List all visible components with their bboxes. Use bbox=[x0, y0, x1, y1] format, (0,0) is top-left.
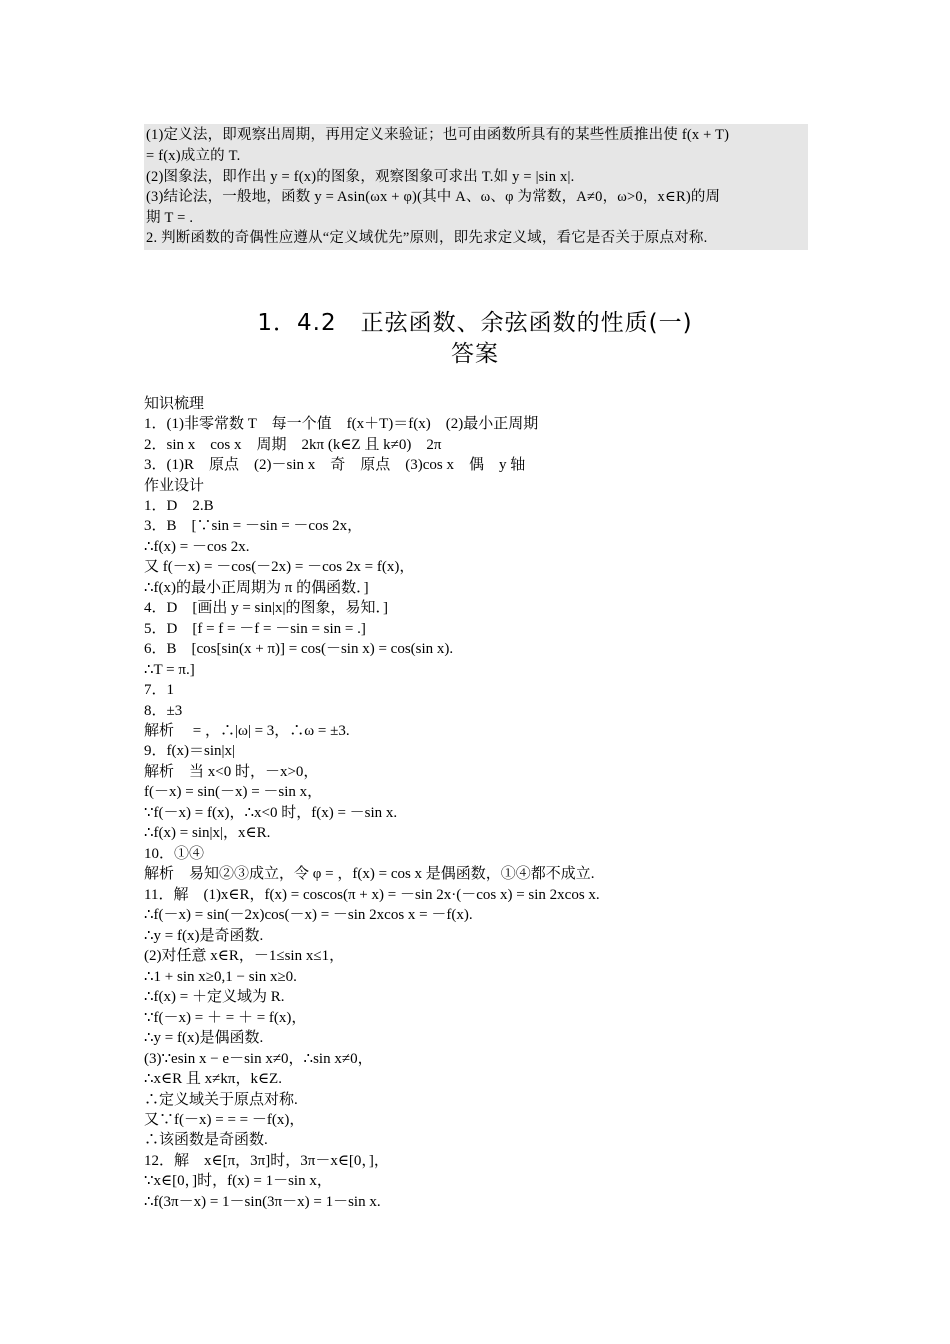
answer-line: ∴1 + sin x≥0,1 − sin x≥0. bbox=[144, 969, 297, 985]
answer-line: 解析 易知②③成立，令 φ = ，f(x) = cos x 是偶函数，①④都不成立. bbox=[144, 866, 595, 882]
box-line: 期 T = . bbox=[146, 210, 194, 226]
answer-heading: 答案 bbox=[451, 341, 499, 367]
answer-line: 2．sin x cos x 周期 2kπ (k∈Z 且 k≠0) 2π bbox=[144, 437, 442, 453]
answer-line: 1．D 2.B bbox=[144, 498, 214, 514]
section-label: 知识梳理 bbox=[144, 396, 205, 412]
answer-line: ∴该函数是奇函数. bbox=[144, 1132, 268, 1148]
answer-line: ∴f(x)的最小正周期为 π 的偶函数．] bbox=[144, 580, 369, 596]
section-title: 1．4.2 正弦函数、余弦函数的性质(一) bbox=[257, 310, 693, 336]
answer-line: 11．解 (1)x∈R，f(x) = coscos(π + x) = －sin 2x·(－cos x) = sin 2xcos x. bbox=[144, 887, 600, 903]
answer-line: ∴f(x) = ＋定义域为 R. bbox=[144, 989, 285, 1005]
answer-line: ∵f(－x) = f(x)，∴x<0 时，f(x) = －sin x. bbox=[144, 805, 398, 821]
answer-line: 9．f(x)＝sin|x| bbox=[144, 743, 235, 759]
answer-line: ∴f(x) = sin|x|，x∈R. bbox=[144, 825, 271, 841]
box-line: 2. 判断函数的奇偶性应遵从“定义域优先”原则，即先求定义域，看它是否关于原点对称. bbox=[146, 230, 708, 246]
answer-line: 3．B [∵sin = －sin = －cos 2x， bbox=[144, 518, 363, 534]
box-line: (3)结论法，一般地，函数 y = Asin(ωx + φ)(其中 A、ω、φ 为常数，A≠0，ω>0，x∈R)的周 bbox=[146, 189, 721, 205]
box-line: = f(x)成立的 T. bbox=[146, 148, 241, 164]
answer-line: 10．①④ bbox=[144, 846, 205, 862]
box-line: (2)图象法，即作出 y = f(x)的图象，观察图象可求出 T.如 y = |sin x|. bbox=[146, 169, 575, 185]
answer-line: 1．(1)非零常数 T 每一个值 f(x＋T)＝f(x) (2)最小正周期 bbox=[144, 416, 539, 432]
section-label: 作业设计 bbox=[144, 478, 205, 494]
answer-line: 又∵f(－x) = = = －f(x)， bbox=[144, 1112, 305, 1128]
box-line: (1)定义法，即观察出周期，再用定义来验证；也可由函数所具有的某些性质推出使 f(x + T) bbox=[146, 127, 730, 143]
answer-line: ∴f(－x) = sin(－2x)cos(－x) = －sin 2xcos x = －f(x). bbox=[144, 907, 473, 923]
answer-line: 7．1 bbox=[144, 682, 175, 698]
answer-line: f(－x) = sin(－x) = －sin x， bbox=[144, 784, 323, 800]
answer-line: 又 f(－x) = －cos(－2x) = －cos 2x = f(x)， bbox=[144, 559, 415, 575]
answer-line: ∴y = f(x)是奇函数. bbox=[144, 928, 264, 944]
answer-line: (2)对任意 x∈R，－1≤sin x≤1， bbox=[144, 948, 345, 964]
answer-line: ∴f(x) = －cos 2x. bbox=[144, 539, 250, 555]
answer-line: 5．D [f = f = －f = －sin = sin = .] bbox=[144, 621, 366, 637]
answer-line: 解析 = ，∴|ω| = 3，∴ω = ±3. bbox=[144, 723, 350, 739]
answer-line: ∴f(3π－x) = 1－sin(3π－x) = 1－sin x. bbox=[144, 1194, 381, 1210]
answer-line: 6．B [cos[sin(x + π)] = cos(－sin x) = cos(sin x). bbox=[144, 641, 454, 657]
answer-line: ∴y = f(x)是偶函数. bbox=[144, 1030, 264, 1046]
answer-line: ∵f(－x) = ＋ = ＋ = f(x)， bbox=[144, 1010, 307, 1026]
answer-line: 4．D [画出 y = sin|x|的图象，易知．] bbox=[144, 600, 389, 616]
answer-line: ∴T = π.] bbox=[144, 662, 195, 678]
answer-line: 8．±3 bbox=[144, 703, 183, 719]
answer-line: ∵x∈[0，]时，f(x) = 1－sin x， bbox=[144, 1173, 332, 1189]
answer-line: 解析 当 x<0 时，－x>0， bbox=[144, 764, 319, 780]
answer-line: 3．(1)R 原点 (2)－sin x 奇 原点 (3)cos x 偶 y 轴 bbox=[144, 457, 526, 473]
answer-line: ∴x∈R 且 x≠kπ，k∈Z. bbox=[144, 1071, 282, 1087]
answer-line: 12．解 x∈[π，3π]时，3π－x∈[0，]， bbox=[144, 1153, 389, 1169]
answer-line: (3)∵esin x − e－sin x≠0，∴sin x≠0， bbox=[144, 1051, 373, 1067]
answer-line: ∴定义域关于原点对称. bbox=[144, 1092, 298, 1108]
